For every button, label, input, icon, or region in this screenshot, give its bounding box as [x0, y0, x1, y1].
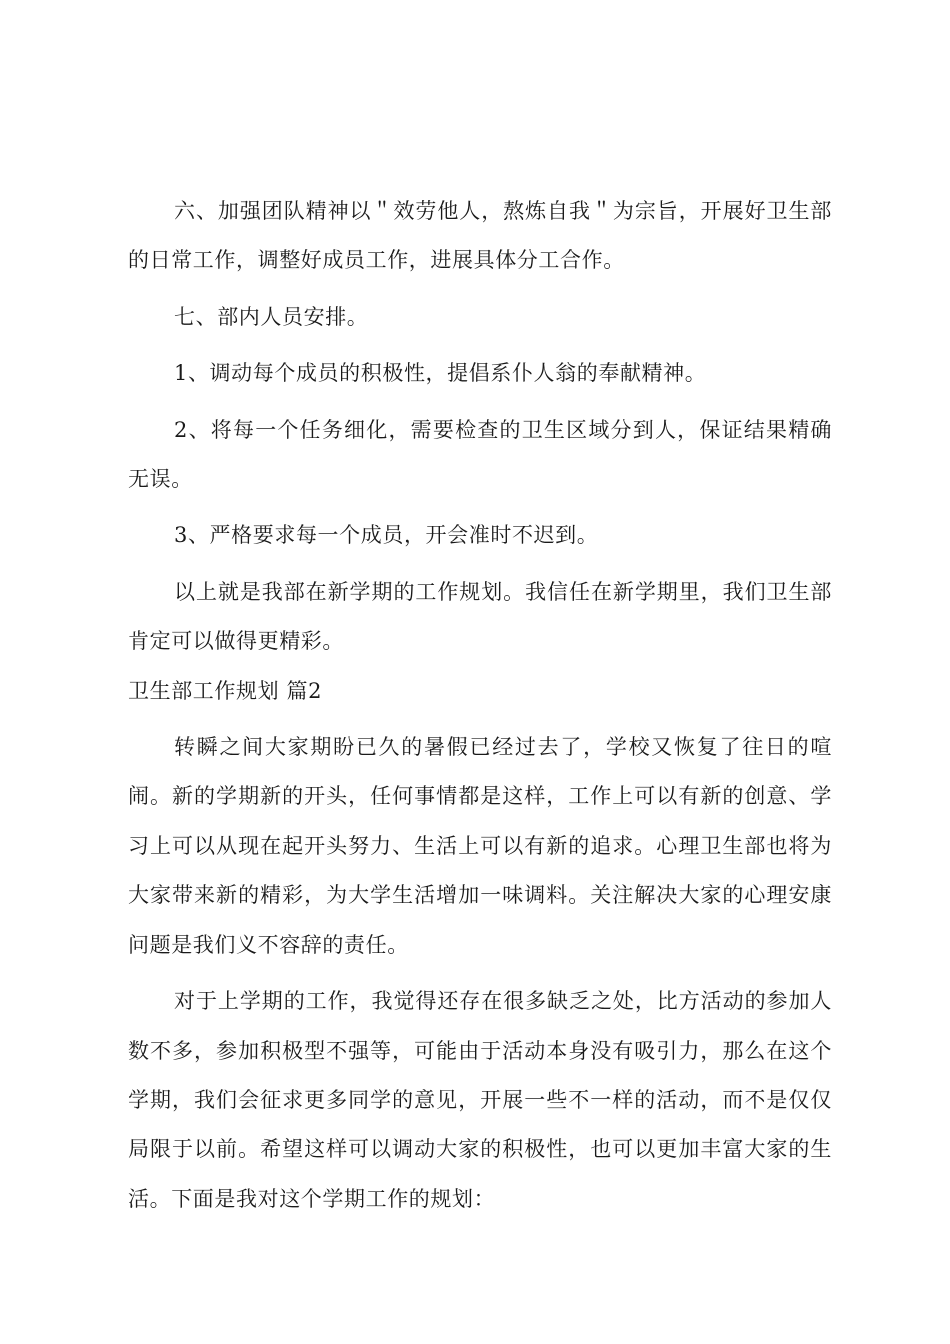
list-item-2: 2、将每一个任务细化，需要检查的卫生区域分到人，保证结果精确无误。 — [128, 417, 832, 492]
section-heading: 卫生部工作规划 篇2 — [128, 678, 323, 703]
list-item-1: 1、调动每个成员的积极性，提倡系仆人翁的奉献精神。 — [174, 361, 707, 386]
document-body — [128, 187, 832, 1224]
paragraph-intro: 转瞬之间大家期盼已久的暑假已经过去了，学校又恢复了往日的喧闹。新的学期新的开头，任何事情都是这样，工作上可以有新的创意、学习上可以从现在起开头努力、生活上可以有新的追求。心理卫生部也将为大家带来新的精彩，为大学生活增加一味调料。关注解决大家的心理安康问题是我们义不容辞的责任。 — [128, 735, 832, 957]
paragraph-team-spirit: 六、加强团队精神以＂效劳他人，熬炼自我＂为宗旨，开展好卫生部的日常工作，调整好成员工作，进展具体分工合作。 — [128, 199, 832, 273]
paragraph-conclusion: 以上就是我部在新学期的工作规划。我信任在新学期里，我们卫生部肯定可以做得更精彩。 — [128, 579, 832, 654]
paragraph-staff-arrangement: 七、部内人员安排。 — [174, 304, 369, 329]
paragraph-review: 对于上学期的工作，我觉得还存在很多缺乏之处，比方活动的参加人数不多，参加积极型不强等，可能由于活动本身没有吸引力，那么在这个学期，我们会征求更多同学的意见，开展一些不一样的活动，而不是仅仅局限于以前。希望这样可以调动大家的积极性，也可以更加丰富大家的生活。下面是我对这个学期工作的规划： — [128, 989, 832, 1211]
list-item-3: 3、严格要求每一个成员，开会准时不迟到。 — [174, 523, 599, 548]
